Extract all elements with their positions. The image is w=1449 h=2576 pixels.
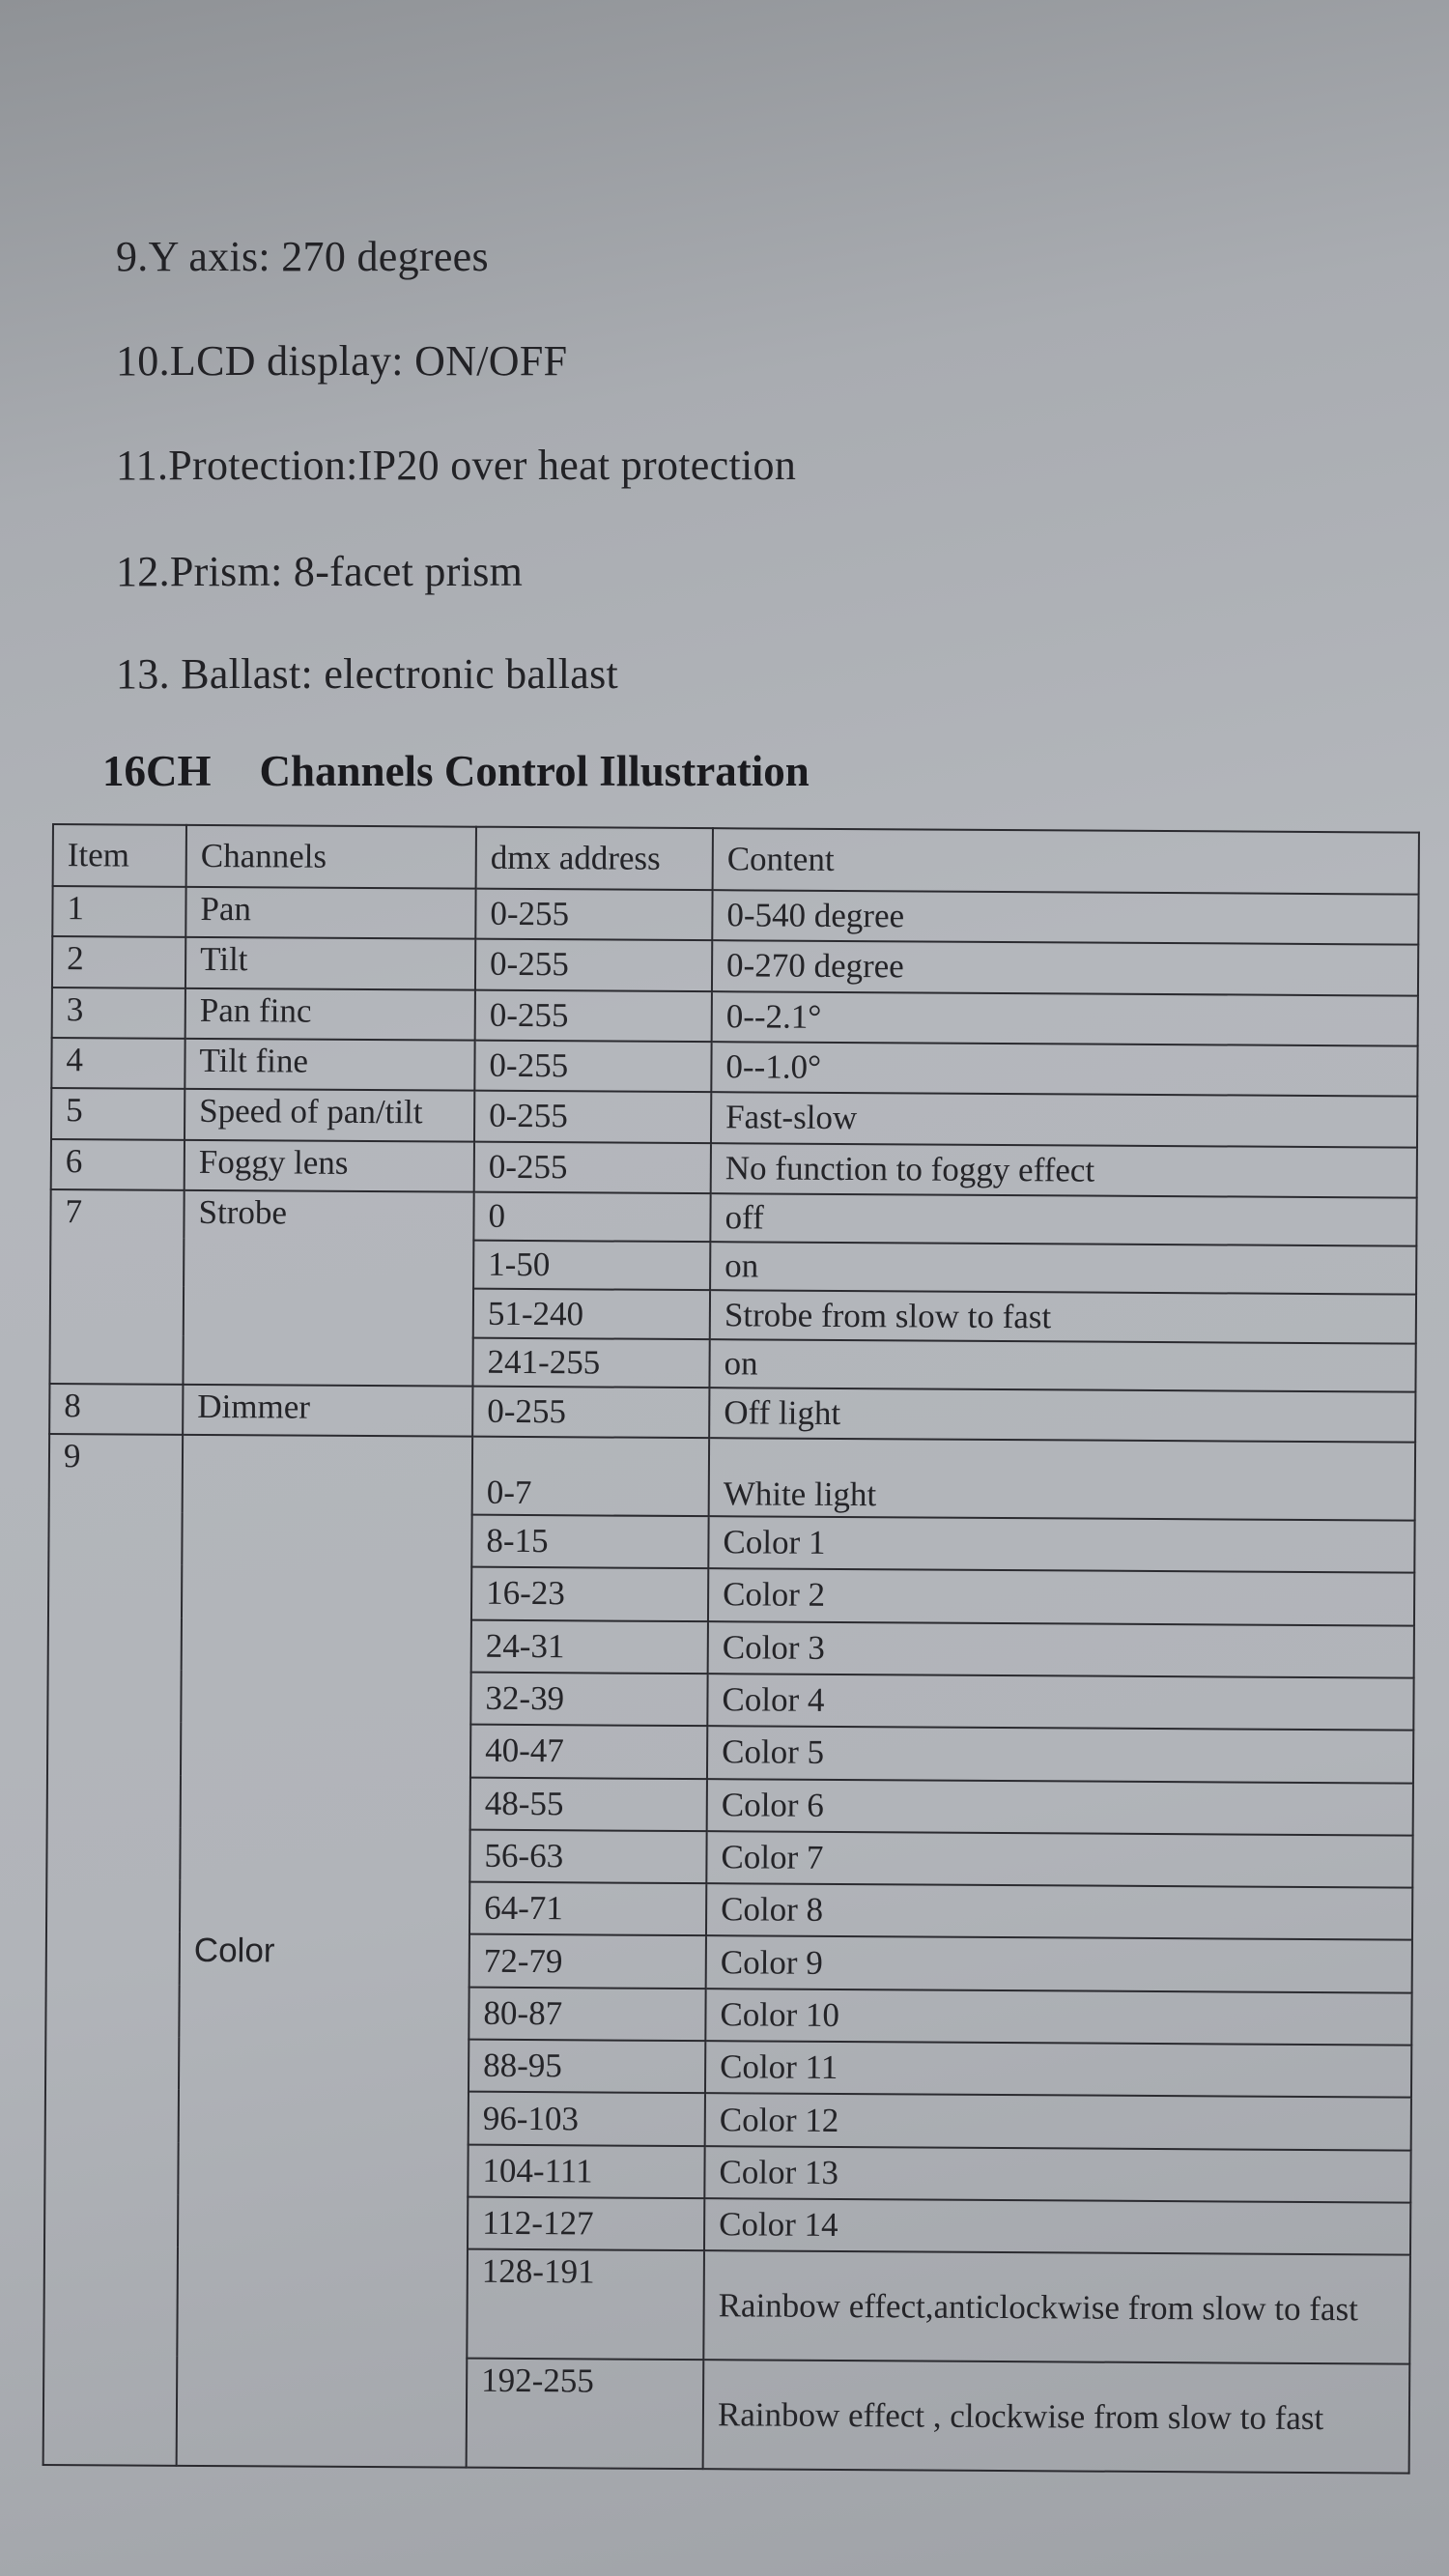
content-cell: 0--1.0° — [711, 1042, 1417, 1097]
dmx-address: 72-79 — [469, 1934, 706, 1989]
table-row — [51, 1088, 1417, 1147]
content-cell: Color 10 — [705, 1989, 1411, 2046]
dmx-address: 48-55 — [470, 1777, 707, 1831]
channel-name: Color — [177, 1435, 473, 2467]
dmx-address: 16-23 — [471, 1567, 708, 1621]
header-item: Item — [53, 824, 186, 887]
content-cell: Color 5 — [707, 1726, 1413, 1783]
spec-prism: 12.Prism: 8-facet prism — [116, 548, 524, 595]
channels-table — [43, 823, 1420, 2475]
content-cell: Color 11 — [705, 2041, 1411, 2098]
item-number: 8 — [49, 1384, 183, 1435]
item-number: 7 — [49, 1189, 184, 1385]
dmx-address: 96-103 — [469, 2092, 705, 2146]
content-cell: Color 7 — [706, 1831, 1412, 1888]
dmx-address: 192-255 — [467, 2359, 704, 2469]
table-header-row — [53, 824, 1419, 895]
channel-name: Foggy lens — [185, 1139, 474, 1191]
spec-y-axis: 9.Y axis: 270 degrees — [116, 233, 489, 280]
dmx-address: 40-47 — [470, 1725, 707, 1779]
content-cell: Color 14 — [704, 2198, 1410, 2255]
item-number: 9 — [43, 1434, 184, 2465]
item-number: 2 — [52, 936, 185, 987]
dmx-address: 0-255 — [475, 989, 712, 1042]
content-cell: 0--2.1° — [712, 991, 1418, 1046]
spec-ballast: 13. Ballast: electronic ballast — [116, 650, 619, 698]
item-number: 1 — [52, 886, 185, 937]
dmx-address: 24-31 — [471, 1619, 708, 1674]
channel-name: Pan — [185, 887, 475, 939]
content-cell: 0-540 degree — [712, 890, 1418, 945]
content-cell: White light — [709, 1439, 1415, 1521]
table-row — [52, 936, 1418, 995]
channel-name: Pan finc — [185, 987, 475, 1040]
content-cell: Color 4 — [707, 1674, 1413, 1731]
content-cell: Fast-slow — [711, 1092, 1417, 1147]
dmx-address: 0-255 — [474, 1141, 711, 1193]
table-row — [51, 1038, 1417, 1097]
content-cell: off — [710, 1193, 1416, 1246]
channel-name: Tilt fine — [185, 1039, 474, 1091]
table-row — [49, 1384, 1415, 1443]
item-number: 3 — [52, 987, 185, 1039]
content-cell: Rainbow effect , clockwise from slow to fast — [703, 2360, 1410, 2473]
content-cell: No function to foggy effect — [711, 1143, 1417, 1198]
item-number: 4 — [51, 1038, 185, 1089]
content-cell: 0-270 degree — [712, 940, 1418, 995]
content-cell: Color 12 — [705, 2094, 1411, 2151]
channel-name: Tilt — [185, 937, 475, 989]
dmx-address: 128-191 — [467, 2249, 704, 2360]
dmx-address: 241-255 — [472, 1337, 709, 1388]
item-number: 5 — [51, 1088, 185, 1139]
table-row — [49, 1434, 1415, 1520]
dmx-address: 32-39 — [470, 1673, 707, 1727]
content-cell: Color 2 — [708, 1568, 1414, 1625]
content-cell: on — [710, 1242, 1416, 1295]
item-number: 6 — [51, 1139, 185, 1190]
dmx-address: 56-63 — [469, 1829, 706, 1883]
content-cell: on — [709, 1339, 1415, 1392]
content-cell: Color 8 — [706, 1883, 1412, 1940]
content-cell: Color 9 — [706, 1936, 1412, 1993]
spec-lcd-display: 10.LCD display: ON/OFF — [116, 337, 568, 385]
table-row — [51, 1139, 1417, 1198]
dmx-address: 0 — [473, 1192, 710, 1243]
dmx-address: 0-255 — [472, 1387, 709, 1439]
dmx-address: 0-7 — [472, 1437, 709, 1516]
dmx-address: 112-127 — [468, 2197, 704, 2251]
table-row — [52, 886, 1418, 945]
dmx-address: 8-15 — [471, 1515, 708, 1569]
dmx-address: 88-95 — [469, 2040, 705, 2094]
content-cell: Color 6 — [707, 1779, 1413, 1836]
content-cell: Strobe from slow to fast — [710, 1291, 1416, 1344]
content-cell: Color 3 — [708, 1621, 1414, 1678]
table-row — [50, 1189, 1416, 1246]
dmx-address: 104-111 — [468, 2144, 704, 2198]
content-cell: Color 13 — [704, 2146, 1410, 2203]
section-code: 16CH — [102, 747, 212, 795]
section-heading: Channels Control Illustration — [259, 747, 810, 795]
section-title — [102, 746, 810, 796]
channel-name: Speed of pan/tilt — [185, 1089, 474, 1141]
dmx-address: 51-240 — [473, 1289, 710, 1339]
header-content: Content — [713, 828, 1419, 894]
header-channels: Channels — [186, 825, 476, 889]
header-dmx-address: dmx address — [476, 827, 713, 890]
dmx-address: 64-71 — [469, 1882, 706, 1936]
table-body — [43, 886, 1419, 2474]
dmx-address: 80-87 — [469, 1987, 705, 2041]
dmx-address: 0-255 — [475, 939, 712, 991]
dmx-address: 0-255 — [475, 889, 712, 941]
dmx-address: 0-255 — [474, 1091, 711, 1143]
dmx-address: 1-50 — [473, 1241, 710, 1291]
content-cell: Color 1 — [708, 1516, 1414, 1573]
spec-protection: 11.Protection:IP20 over heat protection — [116, 442, 797, 489]
content-cell: Off light — [709, 1388, 1415, 1443]
channel-name: Dimmer — [183, 1385, 472, 1437]
channel-name: Strobe — [183, 1190, 473, 1387]
table-row — [52, 987, 1418, 1046]
content-cell: Rainbow effect,anticlockwise from slow to fast — [703, 2251, 1410, 2364]
dmx-address: 0-255 — [474, 1041, 711, 1093]
